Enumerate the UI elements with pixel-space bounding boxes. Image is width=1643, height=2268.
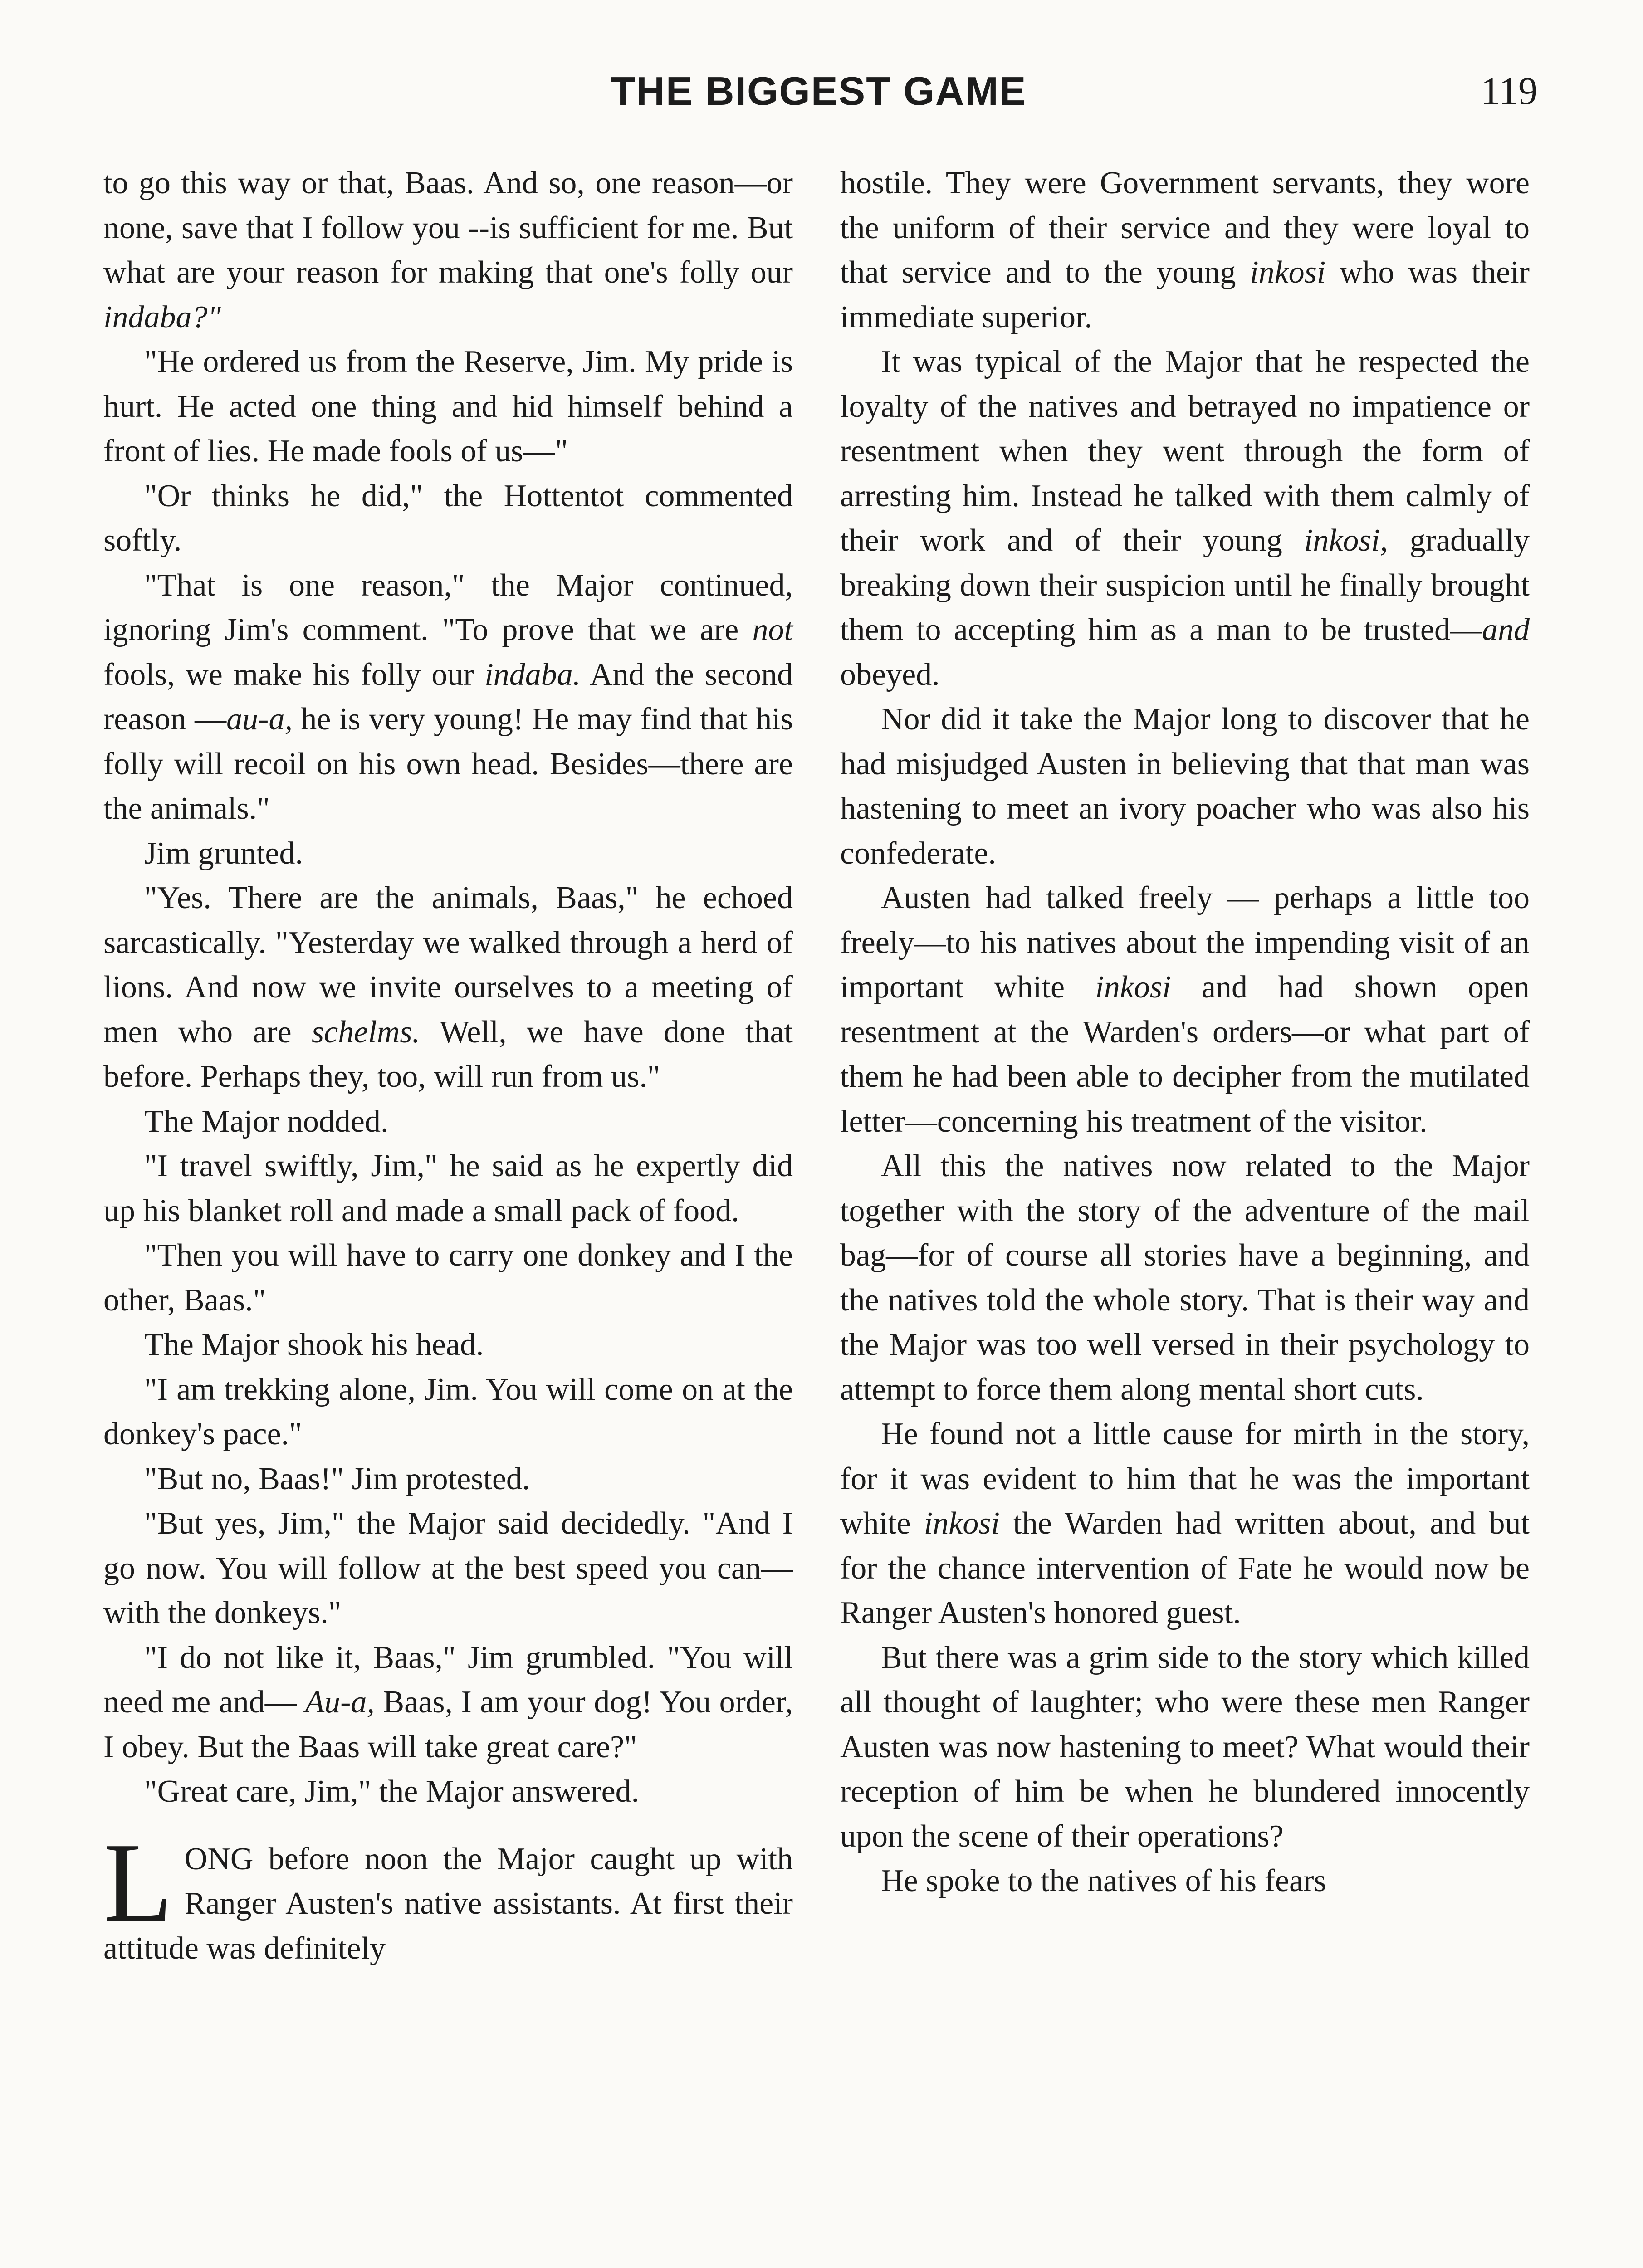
paragraph — [103, 340, 793, 474]
text-run: and had shown open resentment at the Warden's orders—or what part of them he had been able to decipher from the mutilated letter—concerning his treatment of the visitor. — [840, 970, 1530, 1139]
text-run: But there was a grim side to the story which killed all thought of laughter; who were these men Ranger Austen was now hastening to meet? What would their reception of him be when he blundered innocently upon the scene of their operations? — [840, 1640, 1530, 1854]
text-run: He spoke to the natives of his fears — [881, 1863, 1326, 1898]
text-run: who was their immediate superior. — [840, 255, 1530, 335]
italic-text: schelms. — [311, 1014, 420, 1050]
text-run: Jim grunted. — [144, 836, 303, 871]
text-run: "Great care, Jim," the Major answered. — [144, 1774, 640, 1809]
text-run: "Yes. There are the animals, Baas," he echoed sarcastically. "Yesterday we walked through a herd of lions. And now we invite ourselves to a meeting of men who are — [103, 880, 793, 1050]
text-run: Well, we have done that before. Perhaps they, too, will run from us." — [103, 1014, 793, 1094]
text-run: fools, we make his folly our — [103, 657, 485, 692]
paragraph — [840, 1412, 1530, 1636]
italic-text: inkosi — [1095, 970, 1171, 1005]
page-number: 119 — [1481, 69, 1538, 112]
paragraph — [840, 697, 1530, 876]
paragraph — [103, 1501, 793, 1636]
paragraph — [840, 161, 1530, 340]
paragraph — [103, 1457, 793, 1502]
text-run: "That is one reason," the Major continued, ignoring Jim's comment. "To prove that we are — [103, 567, 793, 647]
italic-text: indaba. — [484, 657, 581, 692]
italic-text: not — [752, 612, 793, 647]
paragraph — [103, 474, 793, 563]
paragraph — [103, 1819, 793, 1971]
italic-text: au-a, — [226, 702, 293, 737]
text-run: He found not a little cause for mirth in the story, for it was evident to him that he was the important white — [840, 1417, 1530, 1541]
text-run: "I am trekking alone, Jim. You will come on at the donkey's pace." — [103, 1372, 793, 1452]
text-run: obeyed. — [840, 657, 940, 692]
text-run: hostile. They were Government servants, they wore the uniform of their service and they were loyal to that service and to the young — [840, 166, 1530, 290]
text-run: It was typical of the Major that he respected the loyalty of the natives and betrayed no impatience or resentment when they went through the form of arresting him. Instead he talked with them calmly of their work and of their young — [840, 344, 1530, 558]
paragraph — [103, 876, 793, 1100]
paragraph — [103, 1100, 793, 1144]
text-run: "But no, Baas!" Jim protested. — [144, 1461, 530, 1496]
paragraph — [103, 1233, 793, 1323]
italic-text: inkosi, — [1304, 523, 1388, 558]
italic-text: inkosi — [1250, 255, 1326, 290]
paragraph — [103, 161, 793, 340]
text-run: ONG before noon the Major caught up with Ranger Austen's native assistants. At first their attitude was definitely — [103, 1841, 793, 1966]
text-run: he is very young! He may find that his folly will recoil on his own head. Besides—there are the animals." — [103, 702, 793, 826]
paragraph — [840, 1636, 1530, 1859]
left-column — [103, 161, 793, 1971]
text-run: "Or thinks he did," the Hottentot commented softly. — [103, 478, 793, 558]
text-run: Austen had talked freely — perhaps a little too freely—to his natives about the impending visit of an important white — [840, 880, 1530, 1005]
text-run: "But yes, Jim," the Major said decidedly. "And I go now. You will follow at the best speed you can—with the donkeys." — [103, 1506, 793, 1630]
italic-text: inkosi — [924, 1506, 1000, 1541]
text-run: All this the natives now related to the Major together with the story of the adventure of the mail bag—for of course all stories have a beginning, and the natives told the whole story. That is their way and the Major was too well versed in their psychology to attempt to force them along mental short cuts. — [840, 1149, 1530, 1407]
paragraph — [840, 1859, 1530, 1904]
paragraph — [103, 1769, 793, 1814]
text-run: "I travel swiftly, Jim," he said as he expertly did up his blanket roll and made a small pack of food. — [103, 1149, 793, 1228]
text-run: The Major nodded. — [144, 1104, 389, 1139]
text-run: Baas, I am your dog! You order, I obey. But the Baas will take great care?" — [103, 1685, 793, 1765]
paragraph — [103, 1144, 793, 1233]
drop-cap: L — [103, 1819, 173, 1945]
text-run: "He ordered us from the Reserve, Jim. My pride is hurt. He acted one thing and hid himself behind a front of lies. He made fools of us—" — [103, 344, 793, 469]
paragraph — [103, 1323, 793, 1368]
italic-text: and — [1482, 612, 1530, 647]
running-head — [104, 68, 1538, 122]
paragraph — [103, 563, 793, 831]
text-run: the Warden had written about, and but for the chance intervention of Fate he would now be Ranger Austen's honored guest. — [840, 1506, 1530, 1630]
paragraph — [840, 340, 1530, 697]
paragraph — [103, 1636, 793, 1770]
text-run: gradually breaking down their suspicion until he finally brought them to accepting him as a man to be trusted— — [840, 523, 1530, 647]
right-column — [840, 161, 1530, 1904]
text-run: The Major shook his head. — [144, 1327, 484, 1362]
text-run: And the second reason — — [103, 657, 793, 737]
italic-text: Au-a, — [305, 1685, 375, 1720]
italic-text: indaba?" — [103, 299, 221, 335]
text-run: to go this way or that, Baas. And so, one reason—or none, save that I follow you --is sufficient for me. But what are your reason for making that one's folly our — [103, 166, 793, 290]
paragraph — [103, 831, 793, 876]
paragraph — [103, 1368, 793, 1457]
page-title: THE BIGGEST GAME — [611, 68, 1027, 113]
paragraph — [840, 1144, 1530, 1412]
text-run: "I do not like it, Baas," Jim grumbled. "You will need me and— — [103, 1640, 793, 1720]
text-run: "Then you will have to carry one donkey and I the other, Baas." — [103, 1238, 793, 1318]
paragraph — [840, 876, 1530, 1144]
text-run: Nor did it take the Major long to discover that he had misjudged Austen in believing that that man was hastening to meet an ivory poacher who was also his confederate. — [840, 702, 1530, 871]
